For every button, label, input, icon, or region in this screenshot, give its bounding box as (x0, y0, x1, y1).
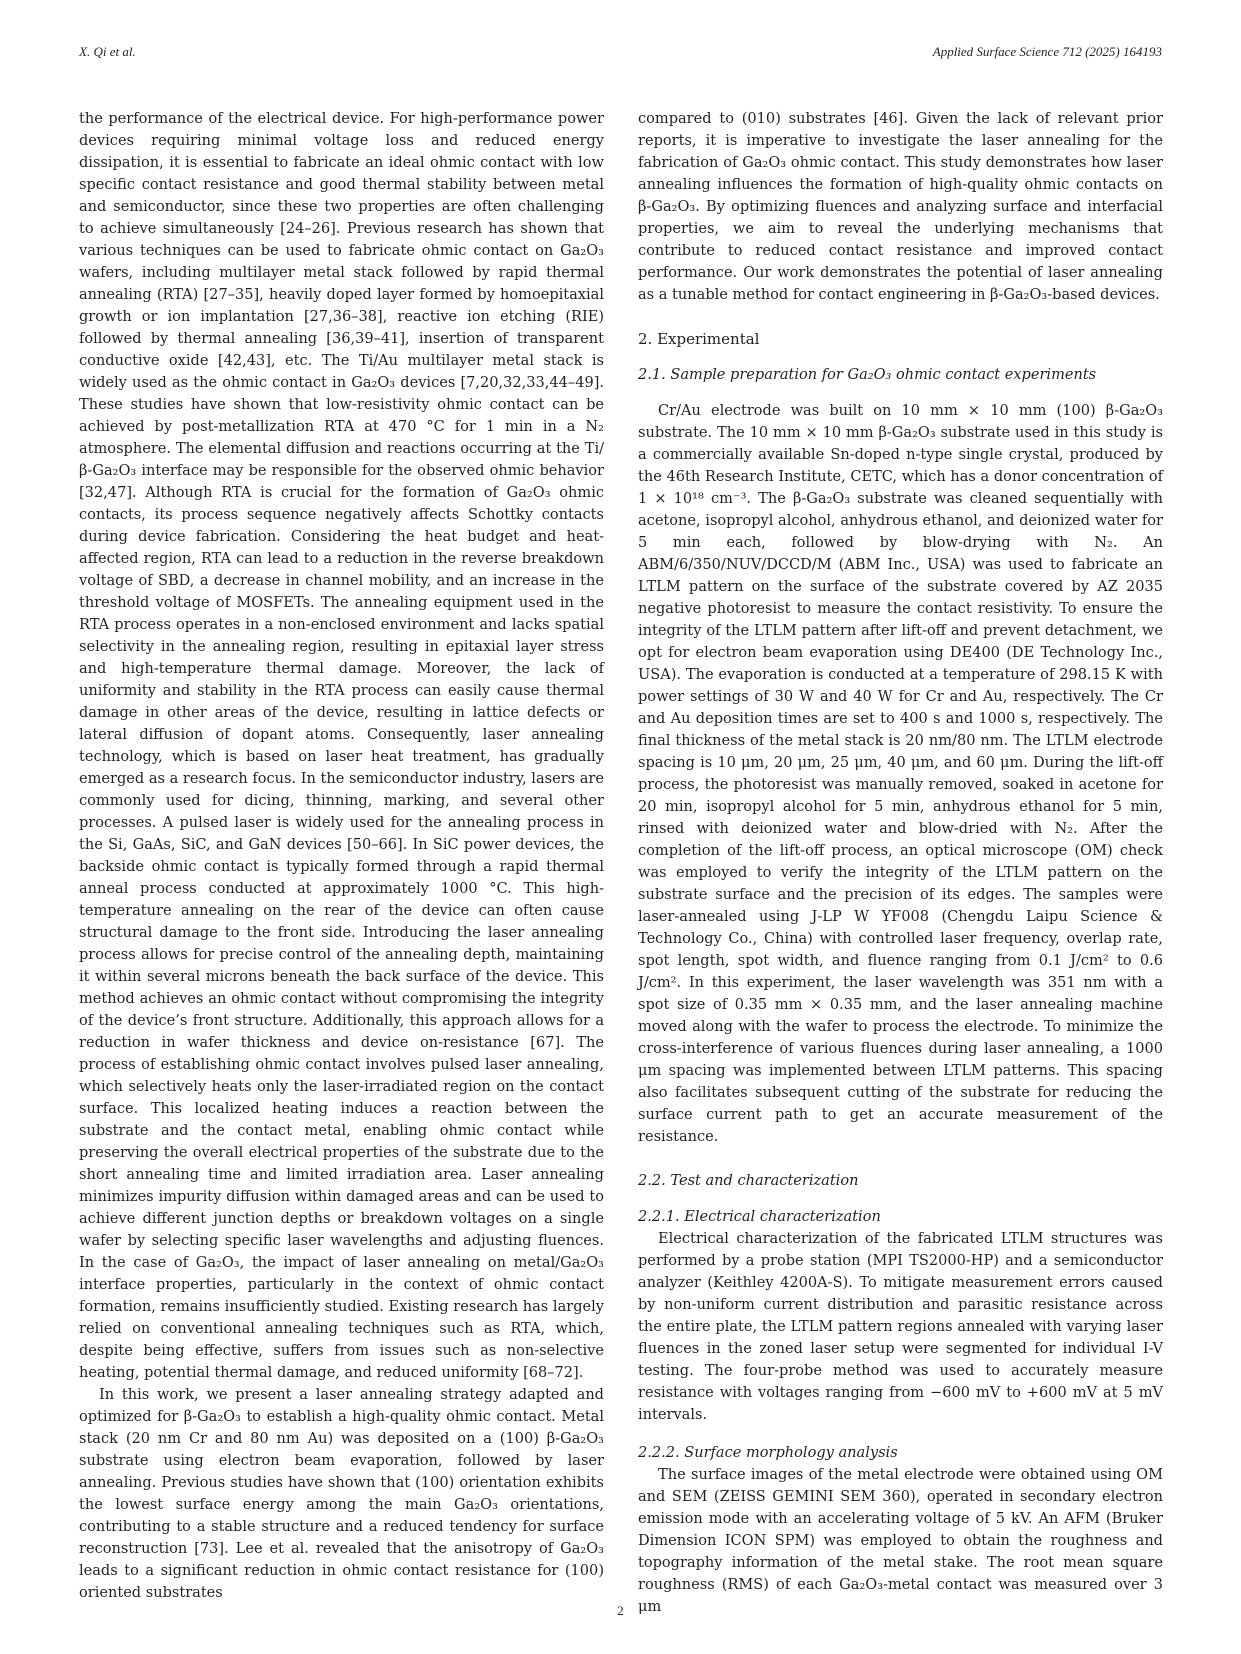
subsubsection-heading: 2.2.1. Electrical characterization (638, 1208, 881, 1225)
body-paragraph: The surface images of the metal electrode were obtained using OM and SEM (ZEISS GEMINI SEM 360), operated in secondary electron emission mode with an accelerating voltage of 5 kV. An AFM (Bruker Dimension ICON SPM) was employed to obtain the roughness and topography information of the metal stake. The root mean square roughness (RMS) of each Ga₂O₃-metal contact was measured over 3 μm (638, 1466, 1163, 1615)
running-header-authors: X. Qi et al. (79, 44, 136, 59)
right-column (638, 108, 1163, 1618)
subsection-heading: 2.1. Sample preparation for Ga₂O₃ ohmic contact experiments (638, 366, 1097, 383)
body-paragraph: Cr/Au electrode was built on 10 mm × 10 mm (100) β-Ga₂O₃ substrate. The 10 mm × 10 mm β-Ga₂O₃ substrate used in this study is a commercially available Sn-doped n-type single crystal, produced by the 46th Research Institute, CETC, which has a donor concentration of 1 × 10¹⁸ cm⁻³. The β-Ga₂O₃ substrate was cleaned sequentially with acetone, isopropyl alcohol, anhydrous ethanol, and deionized water for 5 min each, followed by blow-drying with N₂. An ABM/6/350/NUV/DCCD/M (ABM Inc., USA) was used to fabricate an LTLM pattern on the surface of the substrate covered by AZ 2035 negative photoresist to measure the contact resistivity. To ensure the integrity of the LTLM pattern after lift-off and prevent detachment, we opt for electron beam evaporation using DE400 (DE Technology Inc., USA). The evaporation is conducted at a temperature of 298.15 K with power settings of 30 W and 40 W for Cr and Au, respectively. The Cr and Au deposition times are set to 400 s and 1000 s, respectively. The final thickness of the metal stack is 20 nm/80 nm. The LTLM electrode spacing is 10 μm, 20 μm, 25 μm, 40 μm, and 60 μm. During the lift-off process, the photoresist was manually removed, soaked in acetone for 20 min, isopropyl alcohol for 5 min, anhydrous ethanol for 5 min, rinsed with deionized water and blow-dried with N₂. After the completion of the lift-off process, an optical microscope (OM) check was employed to verify the integrity of the LTLM pattern on the substrate surface and the precision of its edges. The samples were laser-annealed using J-LP W YF008 (Chengdu Laipu Science & Technology Co., China) with controlled laser frequency, overlap rate, spot length, spot width, and fluence ranging from 0.1 J/cm² to 0.6 J/cm². In this experiment, the laser wavelength was 351 nm with a spot size of 0.35 mm × 0.35 mm, and the laser annealing machine moved along with the wafer to process the electrode. To minimize the cross-interference of various fluences during laser annealing, a 1000 μm spacing was implemented between LTLM patterns. This spacing also facilitates subsequent cutting of the substrate for reducing the surface current path to get an accurate measurement of the resistance. (638, 402, 1163, 1145)
section-heading: 2. Experimental (638, 330, 760, 348)
subsubsection-heading: 2.2.2. Surface morphology analysis (638, 1444, 898, 1461)
body-paragraph: compared to (010) substrates [46]. Given the lack of relevant prior reports, it is imperative to investigate the laser annealing for the fabrication of Ga₂O₃ ohmic contact. This study demonstrates how laser annealing influences the formation of high-quality ohmic contacts on β-Ga₂O₃. By optimizing fluences and analyzing surface and interfacial properties, we aim to reveal the underlying mechanisms that contribute to reduced contact resistance and improved contact performance. Our work demonstrates the potential of laser annealing as a tunable method for contact engineering in β-Ga₂O₃-based devices. (638, 110, 1163, 303)
left-column (79, 108, 604, 1604)
page-number: 2 (617, 1603, 624, 1618)
subsection-heading: 2.2. Test and characterization (638, 1172, 859, 1189)
body-paragraph: Electrical characterization of the fabricated LTLM structures was performed by a probe station (MPI TS2000-HP) and a semiconductor analyzer (Keithley 4200A-S). To mitigate measurement errors caused by non-uniform current distribution and parasitic resistance across the entire plate, the LTLM pattern regions annealed with varying laser fluences in the zoned laser setup were segmented for individual I-V testing. The four-probe method was used to accurately measure resistance with voltages ranging from −600 mV to +600 mV at 5 mV intervals. (638, 1230, 1163, 1423)
body-paragraph: the performance of the electrical device. For high-performance power devices requiring minimal voltage loss and reduced energy dissipation, it is essential to fabricate an ideal ohmic contact with low specific contact resistance and good thermal stability between metal and semiconductor, since these two properties are often challenging to achieve simultaneously [24–26]. Previous research has shown that various techniques can be used to fabricate ohmic contact on Ga₂O₃ wafers, including multilayer metal stack followed by rapid thermal annealing (RTA) [27–35], heavily doped layer formed by homoepitaxial growth or ion implantation [27,36–38], reactive ion etching (RIE) followed by thermal annealing [36,39–41], insertion of transparent conductive oxide [42,43], etc. The Ti/Au multilayer metal stack is widely used as the ohmic contact in Ga₂O₃ devices [7,20,32,33,44–49]. These studies have shown that low-resistivity ohmic contact can be achieved by post-metallization RTA at 470 °C for 1 min in a N₂ atmosphere. The elemental diffusion and reactions occurring at the Ti/β-Ga₂O₃ interface may be responsible for the observed ohmic behavior [32,47]. Although RTA is crucial for the formation of Ga₂O₃ ohmic contacts, its process sequence negatively affects Schottky contacts during device fabrication. Considering the heat budget and heat-affected region, RTA can lead to a reduction in the reverse breakdown voltage of SBD, a decrease in channel mobility, and an increase in the threshold voltage of MOSFETs. The annealing equipment used in the RTA process operates in a non-enclosed environment and lacks spatial selectivity in the annealing region, resulting in epitaxial layer stress and high-temperature thermal damage. Moreover, the lack of uniformity and stability in the RTA process can easily cause thermal damage in other areas of the device, resulting in lattice defects or lateral diffusion of dopant atoms. Consequently, laser annealing technology, which is based on laser heat treatment, has gradually emerged as a research focus. In the semiconductor industry, lasers are commonly used for dicing, thinning, marking, and several other processes. A pulsed laser is widely used for the annealing process in the Si, GaAs, SiC, and GaN devices [50–66]. In SiC power devices, the backside ohmic contact is typically formed through a rapid thermal anneal process conducted at approximately 1000 °C. This high-temperature annealing on the rear of the device can often cause structural damage to the front side. Introducing the laser annealing process allows for precise control of the annealing depth, maintaining it within several microns beneath the back surface of the device. This method achieves an ohmic contact without compromising the integrity of the device’s front structure. Additionally, this approach allows for a reduction in wafer thickness and device on-resistance [67]. The process of establishing ohmic contact involves pulsed laser annealing, which selectively heats only the laser-irradiated region on the contact surface. This localized heating induces a reaction between the substrate and the contact metal, enabling ohmic contact while preserving the overall electrical properties of the substrate due to the short annealing time and limited irradiation area. Laser annealing minimizes impurity diffusion within damaged areas and can be used to achieve different junction depths or breakdown voltages on a single wafer by selecting specific laser wavelengths and adjusting fluences. In the case of Ga₂O₃, the impact of laser annealing on metal/Ga₂O₃ interface properties, particularly in the context of ohmic contact formation, remains insufficiently studied. Existing research has largely relied on conventional annealing techniques such as RTA, which, despite being effective, suffers from issues such as non-selective heating, potential thermal damage, and reduced uniformity [68–72]. (79, 110, 604, 1381)
body-paragraph: In this work, we present a laser annealing strategy adapted and optimized for β-Ga₂O₃ to establish a high-quality ohmic contact. Metal stack (20 nm Cr and 80 nm Au) was deposited on a (100) β-Ga₂O₃ substrate using electron beam evaporation, followed by laser annealing. Previous studies have shown that (100) orientation exhibits the lowest surface energy among the main Ga₂O₃ orientations, contributing to a stable structure and a reduced tendency for surface reconstruction [73]. Lee et al. revealed that the anisotropy of Ga₂O₃ leads to a significant reduction in ohmic contact resistance for (100) oriented substrates (79, 1386, 604, 1601)
running-header-journal: Applied Surface Science 712 (2025) 164193 (932, 44, 1162, 59)
